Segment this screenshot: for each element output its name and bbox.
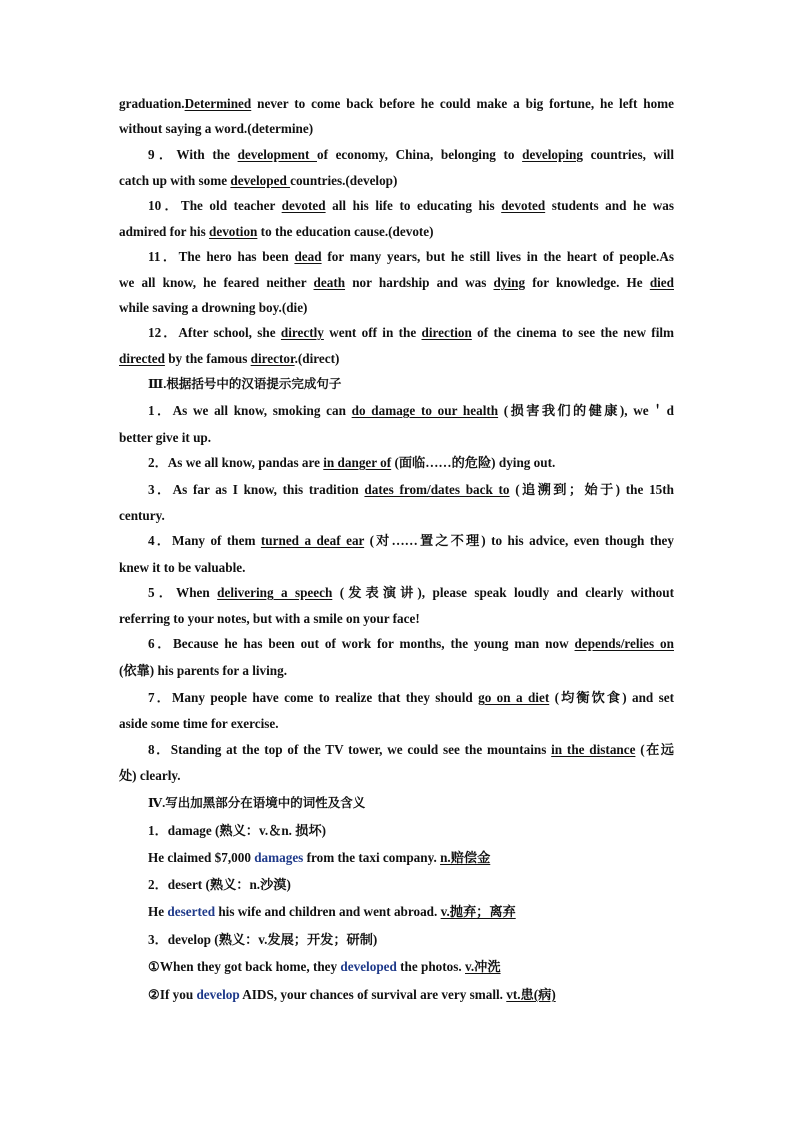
answer-text: v.抛弃；离弃 (440, 904, 516, 919)
answer-text: go on a diet (478, 690, 550, 705)
answer-text: died (649, 275, 674, 290)
text-segment: 1．As we all know, smoking can (148, 403, 352, 418)
text-segment: catch up with some (119, 173, 231, 188)
answer-text: depends/relies on (574, 636, 674, 651)
text-line (119, 663, 674, 679)
highlighted-word: damages (254, 850, 304, 865)
text-line (119, 508, 674, 524)
text-segment: 3．develop (熟义：v.发展；开发；研制) (148, 932, 378, 947)
text-segment: (均衡饮食) and set (549, 690, 675, 705)
text-segment: for knowledge. He (525, 275, 650, 290)
text-segment: aside some time for exercise. (119, 716, 279, 731)
answer-text: in the distance (551, 742, 636, 757)
highlighted-word: deserted (167, 904, 216, 919)
text-segment: 1．damage (熟义：v.＆n. 损坏) (148, 823, 327, 838)
text-segment: He claimed $7,000 (148, 850, 255, 865)
text-segment: went off in the (323, 325, 422, 340)
text-line (148, 987, 674, 1003)
text-segment: by the famous (164, 351, 251, 366)
text-segment: (损害我们的健康), we＇d (498, 403, 674, 418)
answer-text: directly (280, 325, 324, 340)
answer-text: directed (119, 351, 165, 366)
text-line (148, 959, 674, 975)
text-line (148, 249, 674, 265)
text-segment: 12．After school, she (148, 325, 281, 340)
text-segment: better give it up. (119, 430, 212, 445)
answer-text: in danger of (323, 455, 392, 470)
text-line (148, 823, 674, 839)
text-line (119, 224, 674, 240)
text-segment: countries, will (582, 147, 675, 162)
text-segment: Ⅳ.写出加黑部分在语境中的词性及含义 (148, 796, 366, 810)
answer-text: n.赔偿金 (440, 850, 491, 865)
answer-text: dying (493, 275, 526, 290)
text-segment: .(direct) (294, 351, 340, 366)
text-segment: the photos. (396, 959, 465, 974)
answer-text: director (250, 351, 295, 366)
answer-text: v.冲洗 (465, 959, 501, 974)
answer-text: devoted (501, 198, 546, 213)
text-line (119, 560, 674, 576)
answer-text: vt.患(病) (506, 987, 556, 1002)
text-segment: graduation. (119, 96, 185, 111)
text-line (119, 275, 674, 291)
text-segment: admired for his (119, 224, 210, 239)
text-line (119, 351, 674, 367)
answer-text: direction (421, 325, 472, 340)
text-line (119, 300, 674, 316)
text-segment: nor hardship and was (345, 275, 494, 290)
text-line (148, 482, 674, 498)
text-segment: for many years, but he still lives in the heart of people.As (321, 249, 674, 264)
text-line (148, 455, 674, 471)
text-line (148, 850, 674, 866)
text-segment: of the cinema to see the new film (471, 325, 675, 340)
text-segment: referring to your notes, but with a smile on your face! (119, 611, 420, 626)
text-segment: (面临……的危险) dying out. (391, 455, 556, 470)
answer-text: developed (230, 173, 291, 188)
text-segment: knew it to be valuable. (119, 560, 246, 575)
text-segment: countries.(develop) (290, 173, 398, 188)
text-segment: 8．Standing at the top of the TV tower, we could see the mountains (148, 742, 552, 757)
text-segment: 3．As far as I know, this tradition (148, 482, 365, 497)
text-segment: (追溯到；始于) the 15th (509, 482, 674, 497)
text-line (148, 690, 674, 706)
text-line (119, 96, 674, 112)
text-segment: without saying a word.(determine) (119, 121, 314, 136)
section-heading (148, 376, 674, 392)
text-segment: 9．With the (148, 147, 238, 162)
text-line (119, 173, 674, 189)
text-segment: 2．As we all know, pandas are (148, 455, 324, 470)
text-segment: of economy, China, belonging to (316, 147, 523, 162)
answer-text: devotion (209, 224, 258, 239)
answer-text: delivering a speech (217, 585, 333, 600)
text-segment: students and he was (545, 198, 674, 213)
text-line (148, 325, 674, 341)
section-heading (148, 795, 674, 811)
text-line (148, 198, 674, 214)
text-segment: (在远 (635, 742, 674, 757)
text-segment: from the taxi company. (303, 850, 441, 865)
answer-text: development (237, 147, 317, 162)
text-segment: 处) clearly. (119, 768, 181, 783)
text-segment: 2．desert (熟义：n.沙漠) (148, 877, 291, 892)
text-line (148, 585, 674, 601)
text-line (119, 716, 674, 732)
text-segment: (发表演讲), please speak loudly and clearly without (332, 585, 674, 600)
text-line (119, 611, 674, 627)
answer-text: turned a deaf ear (260, 533, 365, 548)
text-line (119, 430, 674, 446)
text-segment: we all know, he feared neither (119, 275, 314, 290)
highlighted-word: developed (340, 959, 397, 974)
text-line (148, 403, 674, 419)
text-line (148, 636, 674, 652)
answer-text: dead (294, 249, 322, 264)
text-segment: to the education cause.(devote) (257, 224, 434, 239)
highlighted-word: develop (196, 987, 240, 1002)
text-segment: ②If you (148, 987, 197, 1002)
text-line (148, 533, 674, 549)
text-segment: (对……置之不理) to his advice, even though they (364, 533, 674, 548)
text-line (148, 742, 674, 758)
text-segment: ①When they got back home, they (148, 959, 341, 974)
text-line (148, 932, 674, 948)
text-segment: 4．Many of them (148, 533, 261, 548)
text-line (148, 877, 674, 893)
text-segment: while saving a drowning boy.(die) (119, 300, 308, 315)
answer-text: do damage to our health (351, 403, 499, 418)
text-segment: century. (119, 508, 165, 523)
text-segment: 7．Many people have come to realize that they should (148, 690, 479, 705)
answer-text: devoted (281, 198, 326, 213)
text-segment: his wife and children and went abroad. (215, 904, 441, 919)
answer-text: dates from/dates back to (364, 482, 510, 497)
text-segment: Ⅲ.根据括号中的汉语提示完成句子 (148, 377, 342, 391)
text-segment: AIDS, your chances of survival are very small. (239, 987, 507, 1002)
text-segment: 5．When (148, 585, 218, 600)
answer-text: Determined (184, 96, 252, 111)
text-line (148, 147, 674, 163)
text-segment: 11．The hero has been (148, 249, 295, 264)
text-line (119, 121, 674, 137)
answer-text: death (313, 275, 346, 290)
text-segment: He (148, 904, 168, 919)
text-segment: 6．Because he has been out of work for months, the young man now (148, 636, 575, 651)
text-segment: 10．The old teacher (148, 198, 282, 213)
text-segment: never to come back before he could make a big fortune, he left home (251, 96, 674, 111)
text-line (119, 768, 674, 784)
text-segment: all his life to educating his (325, 198, 502, 213)
answer-text: developing (522, 147, 583, 162)
text-segment: (依靠) his parents for a living. (119, 663, 288, 678)
text-line (148, 904, 674, 920)
